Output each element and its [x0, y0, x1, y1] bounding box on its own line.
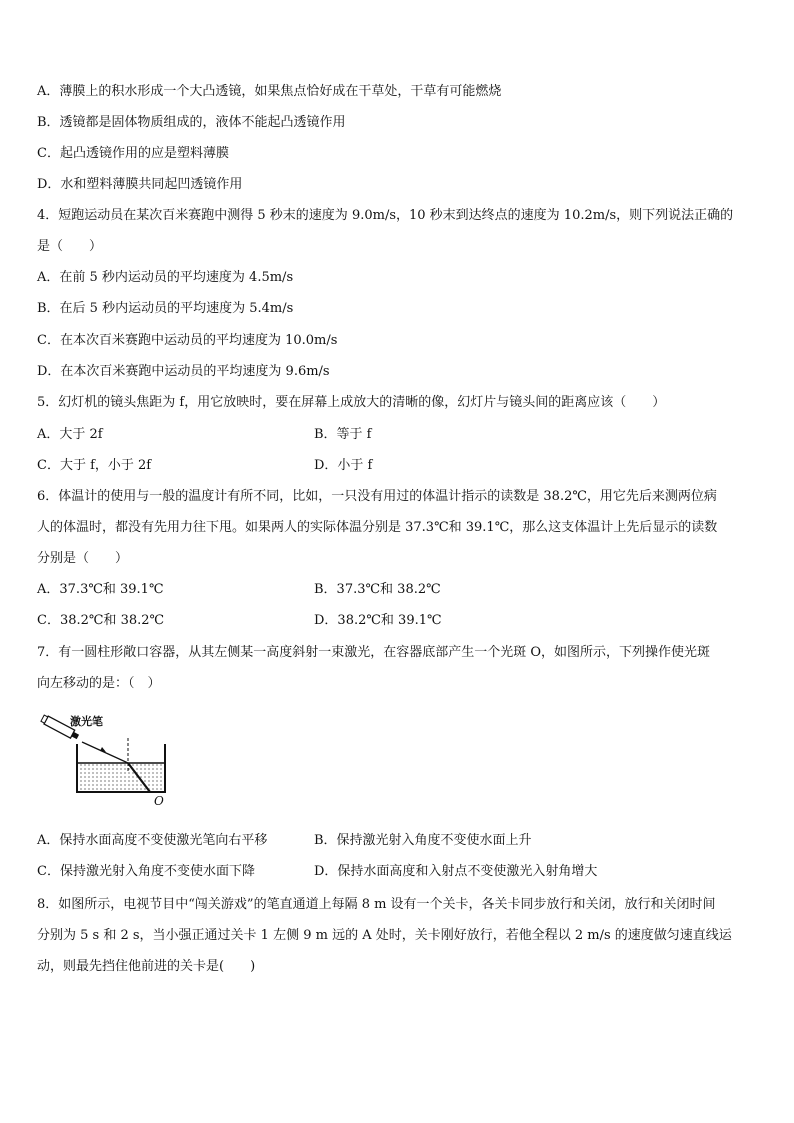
q6-stem-line1: 6．体温计的使用与一般的温度计有所不同，比如，一只没有用过的体温计指示的读数是 38.2℃，用它先后来测两位病 [37, 489, 717, 504]
q4-stem-line2: 是（ ） [37, 239, 103, 254]
q5-option-a: A．大于 2f [37, 427, 103, 442]
q4-option-d: D．在本次百米赛跑中运动员的平均速度为 9.6m/s [37, 364, 330, 379]
q4-option-b: B．在后 5 秒内运动员的平均速度为 5.4m/s [37, 301, 294, 316]
q4-option-c: C．在本次百米赛跑中运动员的平均速度为 10.0m/s [37, 333, 338, 348]
q3-option-b: B．透镜都是固体物质组成的，液体不能起凸透镜作用 [37, 115, 346, 130]
q3-option-d: D．水和塑料薄膜共同起凹透镜作用 [37, 177, 243, 192]
incident-beam [82, 742, 128, 763]
q6-stem-line2: 人的体温时，都没有先用力往下甩。如果两人的实际体温分别是 37.3℃和 39.1℃，那么这支体温计上先后显示的读数 [37, 520, 718, 535]
q5-option-d: D．小于 f [314, 458, 373, 473]
q7-option-b: B．保持激光射入角度不变使水面上升 [314, 833, 532, 848]
q4-stem-line1: 4．短跑运动员在某次百米赛跑中测得 5 秒末的速度为 9.0m/s，10 秒末到达终点的速度为 10.2m/s，则下列说法正确的 [37, 208, 734, 223]
q5-option-b: B．等于 f [314, 427, 372, 442]
q6-option-a: A．37.3℃和 39.1℃ [37, 582, 164, 597]
laser-refraction-diagram [40, 712, 200, 812]
q7-option-c: C．保持激光射入角度不变使水面下降 [37, 864, 255, 879]
laser-pen-label: 激光笔 [70, 715, 103, 728]
q4-option-a: A．在前 5 秒内运动员的平均速度为 4.5m/s [37, 270, 294, 285]
q6-option-d: D．38.2℃和 39.1℃ [314, 613, 442, 628]
q6-option-b: B．37.3℃和 38.2℃ [314, 582, 441, 597]
q3-option-c: C．起凸透镜作用的应是塑料薄膜 [37, 146, 229, 161]
q6-stem-line3: 分别是（ ） [37, 551, 129, 566]
laser-container-figure [40, 712, 200, 812]
spot-o-label: O [154, 794, 164, 808]
q7-stem-line2: 向左移动的是：（ ） [37, 676, 161, 691]
q6-option-c: C．38.2℃和 38.2℃ [37, 613, 165, 628]
q8-stem-line2: 分别为 5 s 和 2 s，当小强正通过关卡 1 左侧 9 m 远的 A 处时，关卡刚好放行，若他全程以 2 m/s 的速度做匀速直线运 [37, 928, 732, 943]
q3-option-a: A．薄膜上的积水形成一个大凸透镜，如果焦点恰好成在干草处，干草有可能燃烧 [37, 84, 502, 99]
q8-stem-line3: 动，则最先挡住他前进的关卡是( ) [37, 959, 256, 974]
q8-stem-line1: 8．如图所示，电视节目中“闯关游戏”的笔直通道上每隔 8 m 设有一个关卡，各关卡同步放行和关闭，放行和关闭时间 [37, 897, 716, 912]
q7-option-d: D．保持水面高度和入射点不变使激光入射角增大 [314, 864, 598, 879]
water-region [77, 763, 165, 792]
q5-option-c: C．大于 f，小于 2f [37, 458, 152, 473]
q7-stem-line1: 7．有一圆柱形敞口容器，从其左侧某一高度斜射一束激光，在容器底部产生一个光斑 O，如图所示，下列操作使光斑 [37, 645, 711, 660]
q7-option-a: A．保持水面高度不变使激光笔向右平移 [37, 833, 268, 848]
q5-stem: 5．幻灯机的镜头焦距为 f，用它放映时，要在屏幕上成放大的清晰的像，幻灯片与镜头间的距离应该（ ） [37, 395, 666, 410]
